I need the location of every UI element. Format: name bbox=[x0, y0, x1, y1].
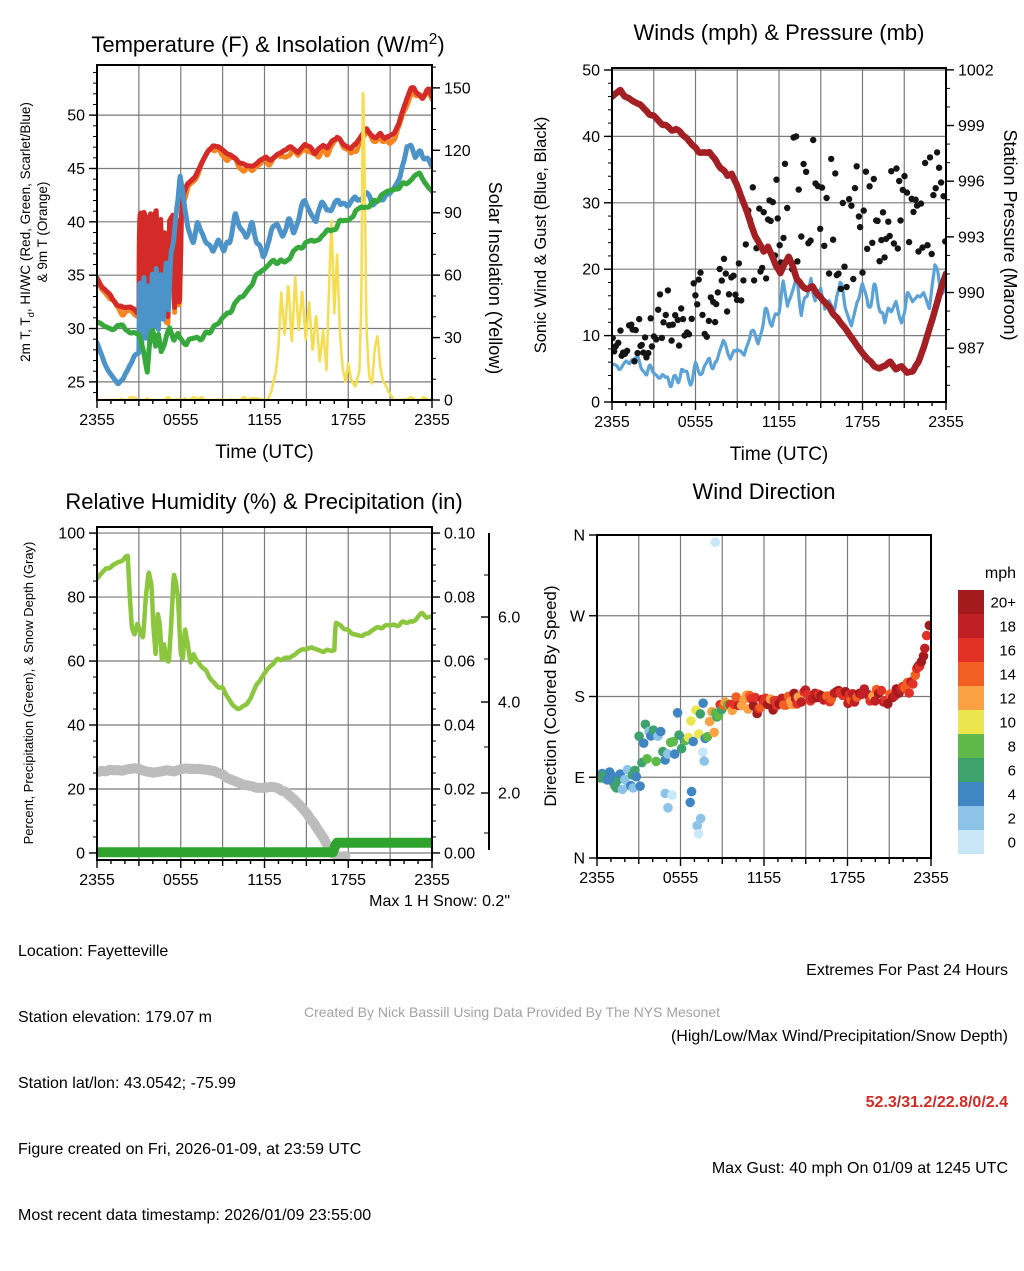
svg-text:1155: 1155 bbox=[761, 414, 797, 431]
svg-text:0555: 0555 bbox=[162, 872, 199, 889]
svg-text:30: 30 bbox=[444, 330, 462, 348]
svg-text:990: 990 bbox=[958, 285, 985, 303]
svg-text:40: 40 bbox=[67, 717, 85, 735]
svg-text:Direction (Colored By Speed): Direction (Colored By Speed) bbox=[541, 585, 560, 807]
svg-text:50: 50 bbox=[67, 107, 85, 125]
svg-text:1155: 1155 bbox=[247, 412, 282, 429]
svg-text:30: 30 bbox=[582, 195, 600, 213]
svg-text:90: 90 bbox=[444, 205, 462, 223]
svg-text:6.0: 6.0 bbox=[498, 609, 521, 627]
svg-text:& 9m T (Orange): & 9m T (Orange) bbox=[35, 181, 50, 283]
svg-text:12: 12 bbox=[999, 690, 1016, 708]
svg-text:0: 0 bbox=[444, 392, 453, 410]
svg-text:0.04: 0.04 bbox=[444, 717, 476, 735]
station-location: Location: Fayetteville bbox=[18, 943, 169, 960]
svg-text:6: 6 bbox=[1007, 762, 1016, 780]
snow-depth-gray bbox=[97, 768, 346, 857]
svg-text:0.10: 0.10 bbox=[444, 525, 476, 543]
svg-text:Time (UTC): Time (UTC) bbox=[729, 444, 829, 465]
svg-text:30: 30 bbox=[67, 321, 85, 339]
svg-text:1755: 1755 bbox=[844, 414, 881, 431]
svg-text:50: 50 bbox=[582, 62, 600, 80]
svg-text:0555: 0555 bbox=[677, 414, 714, 431]
svg-text:60: 60 bbox=[67, 653, 85, 671]
svg-text:2355: 2355 bbox=[414, 412, 450, 429]
speed-colorbar bbox=[958, 565, 1016, 854]
svg-text:W: W bbox=[569, 608, 585, 626]
svg-text:0: 0 bbox=[76, 845, 85, 863]
svg-text:0.00: 0.00 bbox=[444, 845, 476, 863]
svg-text:mph: mph bbox=[984, 565, 1016, 582]
svg-text:0.06: 0.06 bbox=[444, 653, 476, 671]
svg-text:Time (UTC): Time (UTC) bbox=[215, 442, 314, 463]
svg-text:0.08: 0.08 bbox=[444, 589, 476, 607]
winds-pressure-chart bbox=[532, 20, 1020, 465]
svg-text:2: 2 bbox=[1007, 810, 1016, 828]
svg-text:999: 999 bbox=[958, 118, 985, 136]
svg-text:1755: 1755 bbox=[829, 870, 866, 887]
svg-text:Solar Insolation (Yellow): Solar Insolation (Yellow) bbox=[485, 181, 505, 375]
svg-text:16: 16 bbox=[999, 642, 1016, 660]
svg-text:20: 20 bbox=[67, 781, 85, 799]
svg-text:150: 150 bbox=[444, 80, 471, 98]
svg-text:14: 14 bbox=[999, 666, 1016, 684]
svg-text:2355: 2355 bbox=[579, 870, 615, 887]
svg-text:35: 35 bbox=[67, 267, 85, 285]
svg-text:Temperature (F) & Insolation (: Temperature (F) & Insolation $(W/m^2)$ bbox=[91, 31, 445, 57]
svg-text:4: 4 bbox=[1007, 786, 1016, 804]
svg-text:2355: 2355 bbox=[414, 872, 450, 889]
svg-text:100: 100 bbox=[58, 525, 85, 543]
svg-text:S: S bbox=[574, 689, 585, 706]
extremes-title: Extremes For Past 24 Hours bbox=[806, 962, 1008, 979]
temperature-insolation-chart bbox=[18, 31, 505, 463]
svg-text:1002: 1002 bbox=[958, 62, 994, 80]
svg-text:1755: 1755 bbox=[330, 412, 367, 429]
svg-text:Relative Humidity (%) & Precip: Relative Humidity (%) & Precipitation (in) bbox=[65, 489, 463, 514]
svg-text:18: 18 bbox=[999, 618, 1016, 636]
svg-text:2355: 2355 bbox=[913, 870, 949, 887]
extremes-subtitle: (High/Low/Max Wind/Precipitation/Snow Depth) bbox=[670, 1028, 1008, 1045]
svg-text:2355: 2355 bbox=[594, 414, 630, 431]
svg-text:0: 0 bbox=[591, 394, 600, 412]
svg-text:0.02: 0.02 bbox=[444, 781, 476, 799]
svg-text:120: 120 bbox=[444, 142, 471, 160]
svg-text:10: 10 bbox=[999, 714, 1016, 732]
svg-text:Winds (mph) & Pressure (mb): Winds (mph) & Pressure (mb) bbox=[633, 20, 925, 45]
svg-text:1155: 1155 bbox=[247, 872, 282, 889]
station-info-block bbox=[18, 897, 371, 1271]
wind-direction-chart bbox=[541, 479, 1016, 887]
svg-text:0555: 0555 bbox=[662, 870, 699, 887]
svg-text:Wind Direction: Wind Direction bbox=[692, 479, 836, 504]
svg-text:N: N bbox=[573, 850, 585, 868]
humidity-precip-chart bbox=[21, 489, 520, 889]
svg-text:0555: 0555 bbox=[162, 412, 199, 429]
svg-text:2355: 2355 bbox=[79, 872, 115, 889]
svg-text:40: 40 bbox=[67, 214, 85, 232]
figure-created: Figure created on Fri, 2026-01-09, at 23:59 UTC bbox=[18, 1141, 362, 1158]
station-elevation: Station elevation: 179.07 m bbox=[18, 1009, 212, 1026]
svg-text:8: 8 bbox=[1007, 738, 1016, 756]
svg-text:Percent, Precipitation (Green): Percent, Precipitation (Green), & Snow Depth (Gray) bbox=[21, 541, 36, 845]
svg-text:10: 10 bbox=[582, 328, 600, 346]
svg-text:2355: 2355 bbox=[79, 412, 115, 429]
svg-text:Station Pressure (Maroon): Station Pressure (Maroon) bbox=[1000, 129, 1020, 341]
svg-text:45: 45 bbox=[67, 160, 85, 178]
svg-text:2.0: 2.0 bbox=[498, 785, 521, 803]
svg-text:4.0: 4.0 bbox=[498, 694, 521, 712]
svg-text:25: 25 bbox=[67, 374, 85, 392]
svg-text:20+: 20+ bbox=[990, 594, 1016, 612]
credit-line: Created By Nick Bassill Using Data Provided By The NYS Mesonet bbox=[303, 1004, 721, 1020]
svg-text:987: 987 bbox=[958, 340, 985, 358]
svg-text:2355: 2355 bbox=[928, 414, 964, 431]
svg-text:Sonic Wind & Gust (Blue, Black: Sonic Wind & Gust (Blue, Black) bbox=[532, 116, 550, 354]
max-snow-label: Max 1 H Snow: 0.2" bbox=[369, 893, 510, 910]
svg-text:40: 40 bbox=[582, 128, 600, 146]
extremes-block bbox=[671, 916, 1008, 1224]
svg-text:996: 996 bbox=[958, 173, 985, 191]
max-gust-label: Max Gust: 40 mph On 01/09 at 1245 UTC bbox=[711, 1160, 1008, 1177]
extremes-values: 52.3/31.2/22.8/0/2.4 bbox=[865, 1094, 1008, 1111]
svg-text:0: 0 bbox=[1007, 834, 1016, 852]
svg-text:E: E bbox=[574, 769, 585, 787]
svg-text:1155: 1155 bbox=[746, 870, 782, 887]
svg-text:1755: 1755 bbox=[330, 872, 367, 889]
svg-text:993: 993 bbox=[958, 229, 985, 247]
svg-text:2m T, Td, HI/WC (Red, Green, S: 2m T, $T_d$, HI/WC (Red, Green, Scarlet/Blue) bbox=[18, 102, 37, 362]
svg-text:80: 80 bbox=[67, 589, 85, 607]
svg-text:60: 60 bbox=[444, 267, 462, 285]
data-timestamp: Most recent data timestamp: 2026/01/09 23:55:00 bbox=[18, 1207, 372, 1224]
svg-text:20: 20 bbox=[582, 261, 600, 279]
station-latlon: Station lat/lon: 43.0542; -75.99 bbox=[18, 1075, 236, 1092]
svg-text:N: N bbox=[573, 527, 585, 545]
snow-depth-axis bbox=[481, 533, 520, 850]
